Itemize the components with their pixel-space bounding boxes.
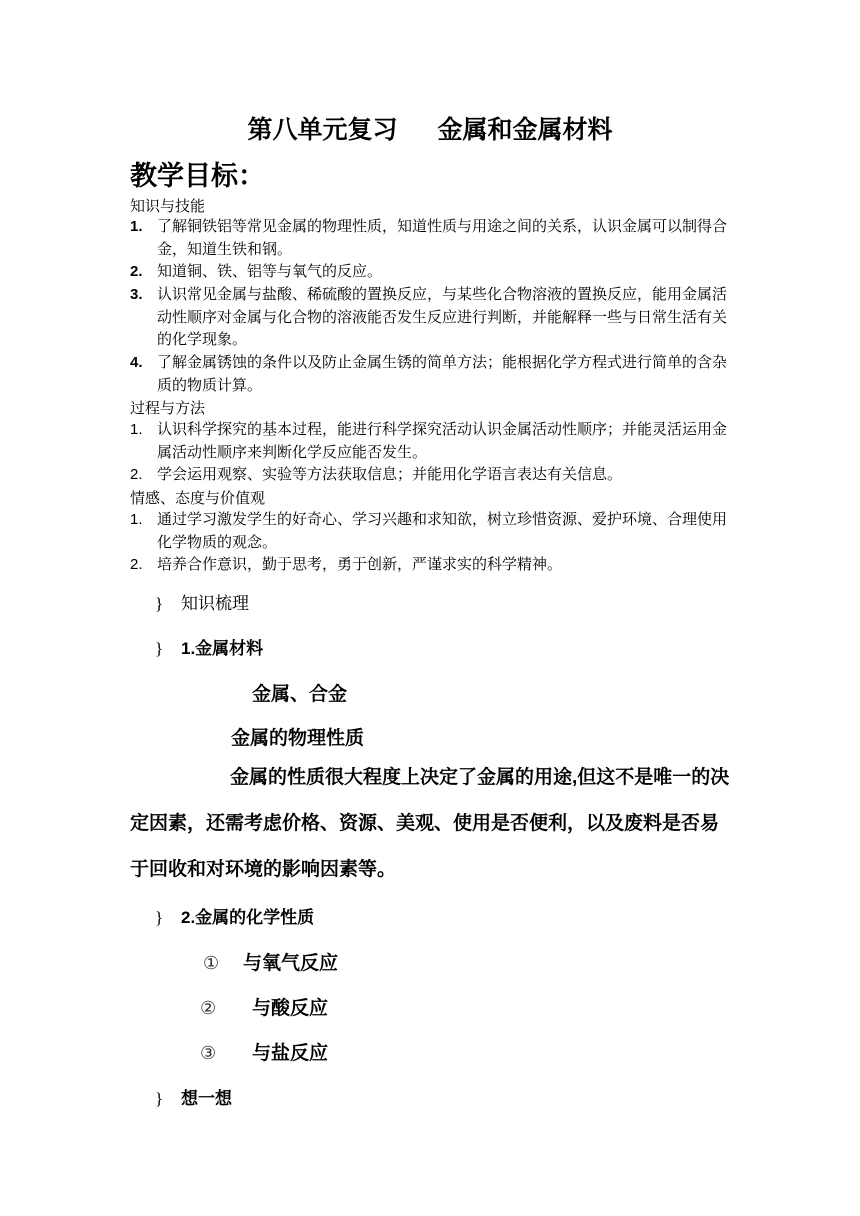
title-part2: 金属和金属材料 — [437, 116, 613, 144]
reaction-label: 与氧气反应 — [243, 953, 339, 974]
item-number: 1. — [130, 218, 143, 235]
list-item — [130, 509, 734, 554]
circled-number: ③ — [200, 1043, 217, 1063]
outline-text: 知识梳理 — [181, 594, 249, 613]
section-label-knowledge: 知识与技能 — [130, 199, 206, 215]
objectives-heading: 教学目标： — [130, 161, 265, 191]
item-number: 4. — [130, 354, 143, 371]
item-number: 2. — [130, 466, 143, 483]
reaction-item — [200, 1038, 328, 1065]
circled-number: ① — [203, 953, 220, 973]
item-number: 2. — [130, 556, 143, 573]
circled-number: ② — [200, 998, 217, 1018]
item-number: 2. — [130, 263, 143, 280]
metals-alloys: 金属、合金 — [252, 684, 348, 705]
bullet-mark: } — [155, 594, 164, 613]
section-label-process: 过程与方法 — [130, 401, 206, 417]
item-text: 通过学习激发学生的好奇心、学习兴趣和求知欲，树立珍惜资源、爱护环境、合理使用化学物质的观念。 — [157, 512, 728, 551]
item-text: 培养合作意识，勤于思考，勇于创新，严谨求实的科学精神。 — [157, 557, 563, 573]
outline-think — [155, 1084, 232, 1109]
reaction-label: 与酸反应 — [252, 998, 329, 1019]
title-part1: 第八单元复习 — [247, 116, 398, 144]
list-item — [130, 554, 734, 577]
item-number: 1. — [130, 421, 143, 438]
list-item — [130, 284, 734, 352]
item-text: 了解铜铁铝等常见金属的物理性质，知道性质与用途之间的关系，认识金属可以制得合金，知道生铁和钢。 — [157, 219, 728, 258]
outline-knowledge-summary — [155, 589, 249, 614]
page-title — [0, 110, 860, 146]
item-text: 知道铜、铁、铝等与氧气的反应。 — [157, 264, 383, 280]
outline-metal-materials — [155, 634, 263, 659]
item-number: 1. — [130, 511, 143, 528]
list-item — [130, 352, 734, 397]
list-item — [130, 216, 734, 261]
item-number: 3. — [130, 286, 143, 303]
reaction-item — [200, 993, 328, 1020]
outline-text: 想一想 — [181, 1089, 232, 1108]
item-text: 认识常见金属与盐酸、稀硫酸的置换反应，与某些化合物溶液的置换反应，能用金属活动性顺序对金属与化合物的溶液能否发生反应进行判断，并能解释一些与日常生活有关的化学现象。 — [157, 287, 728, 348]
usage-paragraph: 金属的性质很大程度上决定了金属的用途,但这不是唯一的决定因素，还需考虑价格、资源、美观、使用是否便利，以及废料是否易于回收和对环境的影响因素等。 — [130, 767, 730, 880]
outline-chemical-properties — [155, 903, 314, 928]
list-item — [130, 419, 734, 464]
reaction-item — [203, 948, 338, 975]
bullet-mark: } — [155, 908, 164, 927]
bullet-mark: } — [155, 639, 164, 658]
section-label-attitude: 情感、态度与价值观 — [130, 491, 266, 507]
outline-text: 1.金属材料 — [181, 639, 264, 658]
list-item — [130, 261, 734, 284]
physical-properties: 金属的物理性质 — [231, 728, 365, 749]
item-text: 学会运用观察、实验等方法获取信息；并能用化学语言表达有关信息。 — [157, 467, 623, 483]
item-text: 认识科学探究的基本过程，能进行科学探究活动认识金属活动性顺序；并能灵活运用金属活动性顺序来判断化学反应能否发生。 — [157, 422, 728, 461]
list-item — [130, 464, 734, 487]
bullet-mark: } — [155, 1089, 164, 1108]
reaction-label: 与盐反应 — [252, 1043, 329, 1064]
item-text: 了解金属锈蚀的条件以及防止金属生锈的简单方法；能根据化学方程式进行简单的含杂质的物质计算。 — [157, 355, 728, 394]
outline-text: 2.金属的化学性质 — [181, 908, 315, 927]
